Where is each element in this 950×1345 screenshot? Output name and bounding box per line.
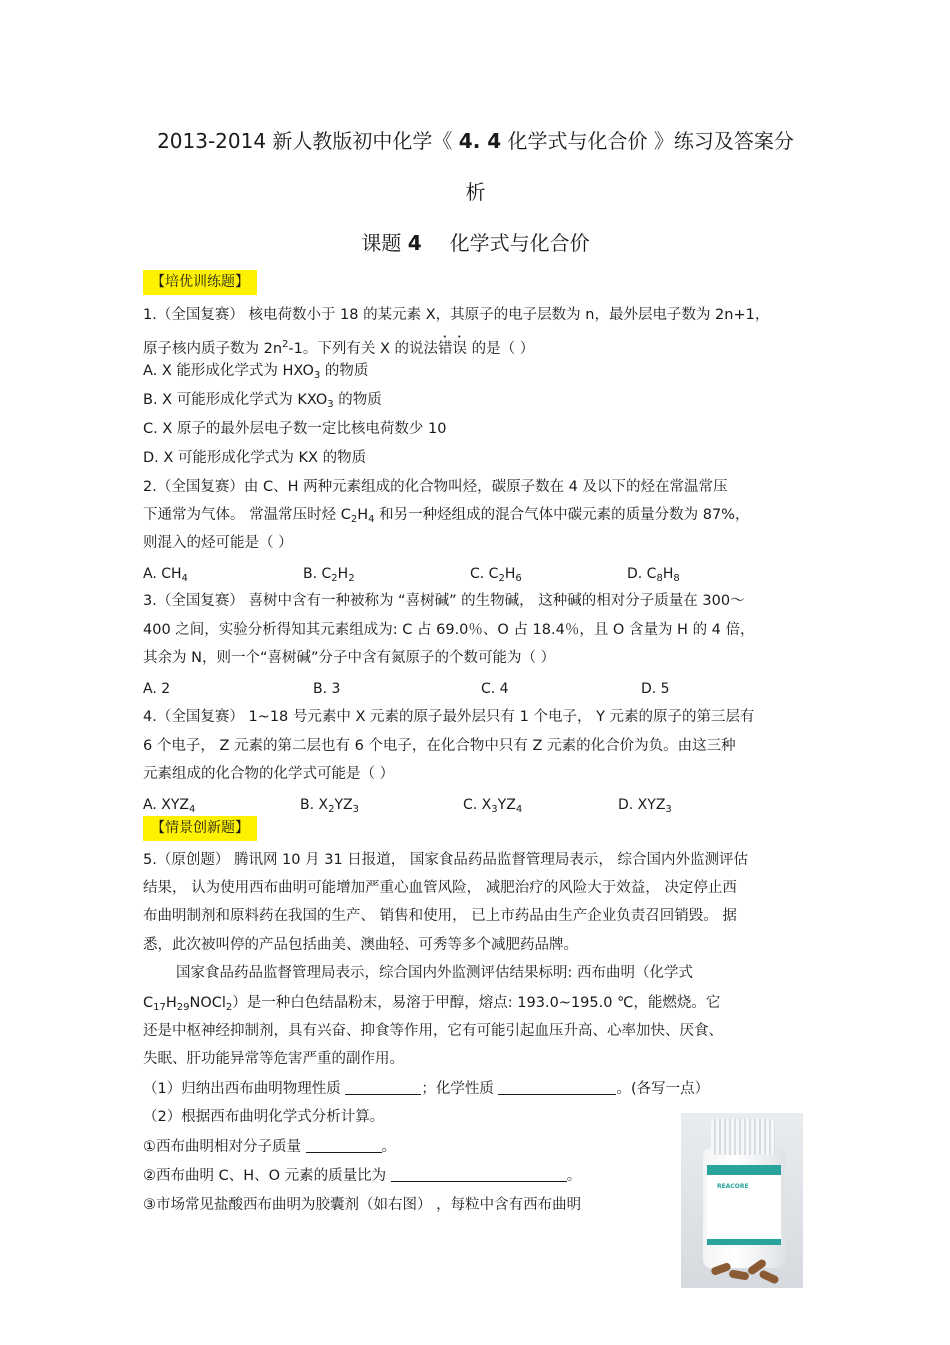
q5-sub-2-1: ①西布曲明相对分子质量 。 — [143, 1139, 397, 1155]
q2-option-b: B. $C_2H_2$ — [303, 566, 355, 584]
q4-line-1: 4.（全国复赛） 1~18 号元素中 X 元素的原子最外层只有 1 个电子， Y 元素的原子的第三层有 — [143, 709, 755, 725]
q1-option-c: C. X 原子的最外层电子数一定比核电荷数少 10 — [143, 421, 447, 437]
q4-option-d: D. $XYZ_3$ — [618, 797, 672, 815]
q2-option-d: D. $C_8H_8$ — [627, 566, 680, 584]
q5-para2-line-4: 失眠、肝功能异常等危害严重的副作用。 — [143, 1051, 404, 1067]
q2-option-c: C. $C_2H_6$ — [470, 566, 522, 584]
q2-line-1: 2.（全国复赛）由 C、H 两种元素组成的化合物叫烃，碳原子数在 4 及以下的烃在常温常压 — [143, 479, 728, 495]
q1-line-2: 原子核内质子数为 $2n^2-1$。下列有关 X 的说法错误 的是（ ） — [143, 339, 535, 357]
q3-line-3: 其余为 N，则一个“喜树碱”分子中含有氮原子的个数可能为（ ） — [143, 650, 556, 666]
bottle-brand-logo: REACORE — [717, 1183, 749, 1190]
q5-para2-line-3: 还是中枢神经抑制剂，具有兴奋、抑食等作用，它有可能引起血压升高、心率加快、厌食、 — [143, 1023, 723, 1039]
q5-para2-line-2: $C_{17}H_{29}NOCl_2$）是一种白色结晶粉末，易溶于甲醇，熔点: 193.0~195.0 ℃，能燃烧。它 — [143, 995, 721, 1013]
answer-blank-physical[interactable] — [345, 1081, 421, 1095]
q2-line-2: 下通常为气体。 常温常压时烃 $C_2H_4$ 和另一种烃组成的混合气体中碳元素的质量分数为 87%， — [143, 507, 750, 525]
q1-option-d: D. X 可能形成化学式为 KX 的物质 — [143, 450, 367, 466]
q3-option-c: C. 4 — [481, 681, 509, 697]
bottle-cap — [711, 1119, 775, 1155]
q1-line-1: 1.（全国复赛） 核电荷数小于 18 的某元素 X，其原子的电子层数为 n，最外层电子数为 2n+1， — [143, 307, 770, 323]
q5-line-3: 布曲明制剂和原料药在我国的生产、 销售和使用， 已上市药品由生产企业负责召回销毁。 据 — [143, 908, 737, 924]
capsule — [758, 1269, 780, 1285]
q4-line-3: 元素组成的化合物的化学式可能是（ ） — [143, 766, 395, 782]
q4-option-b: B. $X_2YZ_3$ — [300, 797, 360, 815]
answer-blank-chemical[interactable] — [498, 1081, 616, 1095]
bottle-label — [707, 1165, 781, 1245]
document-title: 2013-2014 新人教版初中化学《 4. 4 化学式与化合价 》练习及答案分 — [157, 129, 794, 153]
q4-option-c: C. $X_3YZ_4$ — [463, 797, 523, 815]
capsule-bottle-photo — [681, 1113, 803, 1288]
q5-sub-2: （2）根据西布曲明化学式分析计算。 — [143, 1109, 385, 1125]
section-tag-advanced: 【培优训练题】 — [143, 270, 257, 295]
q5-line-4: 悉，此次被叫停的产品包括曲美、澳曲轻、可秀等多个减肥药品牌。 — [143, 937, 578, 953]
q5-sub-2-3: ③市场常见盐酸西布曲明为胶囊剂（如右图） ，每粒中含有西布曲明 — [143, 1197, 582, 1213]
q1-option-a: A. X 能形成化学式为 $HXO_3$ 的物质 — [143, 363, 369, 381]
answer-blank-mass-ratio[interactable] — [391, 1168, 567, 1182]
document-title-continued: 析 — [465, 180, 486, 204]
q2-option-a: A. $CH_4$ — [143, 566, 188, 584]
q4-line-2: 6 个电子， Z 元素的第二层也有 6 个电子，在化合物中只有 Z 元素的化合价为负。由这三种 — [143, 738, 736, 754]
lesson-heading: 课题 4 化学式与化合价 — [361, 231, 590, 255]
q2-line-3: 则混入的烃可能是（ ） — [143, 535, 293, 551]
q5-para2-line-1: 国家食品药品监督管理局表示，综合国内外监测评估结果标明: 西布曲明（化学式 — [176, 965, 693, 981]
q5-line-2: 结果， 认为使用西布曲明可能增加严重心血管风险， 减肥治疗的风险大于效益， 决定停止西 — [143, 880, 737, 896]
q5-line-1: 5.（原创题） 腾讯网 10 月 31 日报道， 国家食品药品监督管理局表示， 综合国内外监测评估 — [143, 852, 748, 868]
capsule — [728, 1269, 749, 1280]
q3-option-b: B. 3 — [313, 681, 341, 697]
q3-option-a: A. 2 — [143, 681, 171, 697]
q3-option-d: D. 5 — [641, 681, 670, 697]
q4-option-a: A. $XYZ_4$ — [143, 797, 196, 815]
q3-line-2: 400 之间，实验分析得知其元素组成为: C 占 69.0％、O 占 18.4％，且 O 含量为 H 的 4 倍， — [143, 622, 755, 638]
q1-option-b: B. X 可能形成化学式为 $KXO_3$ 的物质 — [143, 392, 382, 410]
answer-blank-molar-mass[interactable] — [306, 1139, 382, 1153]
q3-line-1: 3.（全国复赛） 喜树中含有一种被称为 “喜树碱” 的生物碱， 这种碱的相对分子质量在 300～ — [143, 593, 745, 609]
q5-sub-1: （1）归纳出西布曲明物理性质 ；化学性质 。(各写一点） — [143, 1081, 710, 1097]
q5-sub-2-2: ②西布曲明 C、H、O 元素的质量比为 。 — [143, 1168, 582, 1184]
section-tag-scenario: 【情景创新题】 — [143, 816, 257, 841]
